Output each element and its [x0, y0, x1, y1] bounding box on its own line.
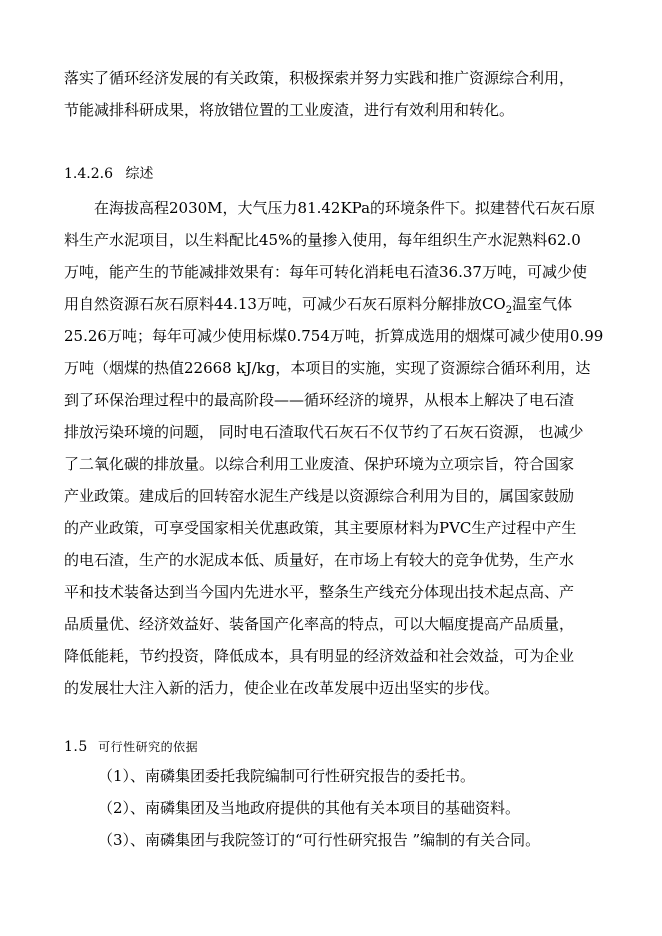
paragraph-line: 品质量优、经济效益好、装备国产化率高的特点，可以大幅度提高产品质量， — [64, 615, 575, 633]
section-number: 1.5 — [64, 739, 88, 755]
paragraph-line: 产业政策。建成后的回转窑水泥生产线是以资源综合利用为目的，属国家鼓励 — [64, 487, 575, 505]
paragraph-line: 25.26万吨；每年可减少使用标煤0.754万吨，折算成选用的烟煤可减少使用0.99 — [64, 327, 604, 345]
section-heading-1-4-2-6 — [64, 164, 153, 184]
section-heading-1-5 — [64, 738, 198, 756]
list-item: （3）、南磷集团与我院签订的“可行性研究报告 ”编制的有关合同。 — [98, 831, 541, 849]
paragraph-text: 温室气体 — [512, 295, 573, 313]
intro-line-1: 落实了循环经济发展的有关政策，积极探索并努力实践和推广资源综合利用， — [64, 69, 575, 87]
paragraph-line: 到了环保治理过程中的最高阶段——循环经济的境界，从根本上解决了电石渣 — [64, 391, 575, 409]
paragraph-line: 平和技术装备达到当今国内先进水平，整条生产线充分体现出技术起点高、产 — [64, 583, 575, 601]
paragraph-line: 了二氧化碳的排放量。以综合利用工业废渣、保护环境为立项宗旨，符合国家 — [64, 455, 575, 473]
paragraph-line: 的电石渣，生产的水泥成本低、质量好，在市场上有较大的竞争优势，生产水 — [64, 551, 575, 569]
paragraph-line: 的发展壮大注入新的活力，使企业在改革发展中迈出坚实的步伐。 — [64, 679, 500, 697]
section-title: 综述 — [125, 166, 154, 182]
paragraph-line: 万吨，能产生的节能减排效果有：每年可转化消耗电石渣36.37万吨，可减少使 — [64, 263, 587, 281]
paragraph-line: 降低能耗，节约投资，降低成本，具有明显的经济效益和社会效益，可为企业 — [64, 647, 575, 665]
co2-subscript: 2 — [505, 305, 513, 316]
paragraph-line: 料生产水泥项目，以生料配比45%的量掺入使用，每年组织生产水泥熟料62.0 — [64, 231, 581, 249]
paragraph-line: 在海拔高程2030M，大气压力81.42KPa的环境条件下。拟建替代石灰石原 — [94, 199, 596, 217]
paragraph-line: 排放污染环境的问题， 同时电石渣取代石灰石不仅节约了石灰石资源， 也减少 — [64, 423, 584, 441]
paragraph-text: 用自然资源石灰石原料44.13万吨，可减少石灰石原料分解排放CO — [64, 295, 506, 313]
intro-line-2: 节能减排科研成果，将放错位置的工业废渣，进行有效利用和转化。 — [64, 101, 515, 119]
paragraph-line-co2 — [64, 294, 572, 314]
paragraph-line: 的产业政策，可享受国家相关优惠政策，其主要原材料为PVC生产过程中产生 — [64, 519, 577, 537]
section-number: 1.4.2.6 — [64, 166, 113, 182]
list-item: （2）、南磷集团及当地政府提供的其他有关本项目的基础资料。 — [98, 799, 521, 817]
paragraph-line: 万吨（烟煤的热值22668 kJ/kg，本项目的实施，实现了资源综合循环利用，达 — [64, 359, 591, 377]
list-item: （1）、南磷集团委托我院编制可行性研究报告的委托书。 — [98, 767, 476, 785]
section-title: 可行性研究的依据 — [98, 740, 199, 754]
